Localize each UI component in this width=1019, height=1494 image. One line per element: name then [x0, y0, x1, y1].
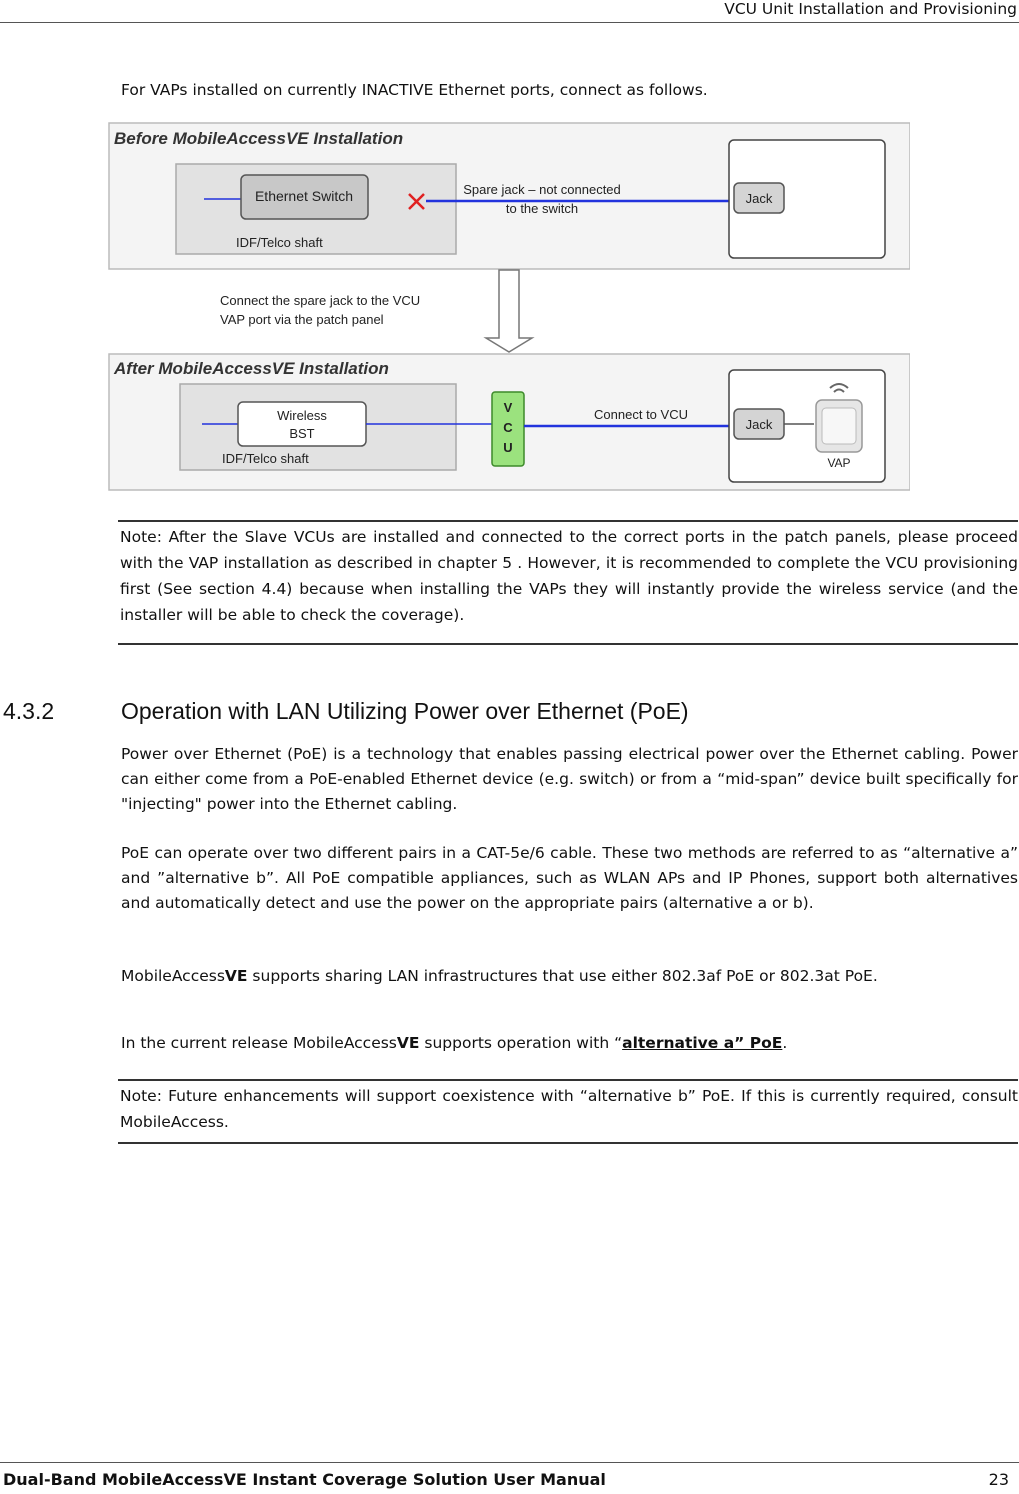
jack-label-before: Jack — [745, 191, 773, 206]
spare-jack-line2: to the switch — [505, 201, 579, 216]
idf-label-before: IDF/Telco shaft — [236, 235, 323, 250]
brand-name: MobileAccess — [121, 967, 225, 985]
page-header-title: VCU Unit Installation and Provisioning — [724, 0, 1017, 18]
paragraph-current-release — [121, 1031, 1018, 1056]
vcu-c: C — [503, 420, 513, 435]
footer-rule — [0, 1462, 1019, 1463]
ethernet-switch-label: Ethernet Switch — [254, 188, 354, 204]
page-number: 23 — [988, 1470, 1009, 1489]
vap-label: VAP — [827, 456, 851, 470]
connect-to-vcu-label: Connect to VCU — [594, 407, 688, 422]
paragraph-poe-intro: Power over Ethernet (PoE) is a technology that enables passing electrical power over the Ethernet cabling. Power can either come from a PoE-enabled Ethernet device (e.g. switch) or from a “mid-span” device built specifically for "injecting" power into the Ethernet cabling. — [121, 745, 1018, 813]
vcu-v: V — [503, 400, 513, 415]
release-brand-ve: VE — [396, 1034, 420, 1052]
connect-caption-line2: VAP port via the patch panel — [220, 312, 384, 327]
alternative-a-highlight: alternative a” PoE — [622, 1034, 783, 1052]
paragraph-lan-support — [121, 964, 1018, 989]
vcu-u: U — [503, 440, 513, 455]
release-prefix: In the current release MobileAccess — [121, 1034, 397, 1052]
before-title: Before MobileAccessVE Installation — [114, 129, 404, 148]
section-title: Operation with LAN Utilizing Power over Ethernet (PoE) — [121, 698, 689, 724]
note-future: Note: Future enhancements will support coexistence with “alternative b” PoE. If this is currently required, consult MobileAccess. — [118, 1079, 1018, 1144]
lan-support-text: supports sharing LAN infrastructures that use either 802.3af PoE or 802.3at PoE. — [247, 967, 878, 985]
idf-label-after: IDF/Telco shaft — [222, 451, 309, 466]
release-suffix: . — [782, 1034, 788, 1052]
paragraph-poe-pairs: PoE can operate over two different pairs in a CAT-5e/6 cable. These two methods are referred to as “alternative a” and ”alternative b”. All PoE compatible appliances, such as WLAN APs and IP Phones, support both alternatives and automatically detect and use the power on the appropriate pairs (alternative a or b). — [121, 844, 1018, 912]
wireless-label: Wireless — [277, 408, 327, 423]
down-arrow-icon — [486, 270, 532, 352]
release-mid: supports operation with “ — [419, 1034, 623, 1052]
after-title: After MobileAccessVE Installation — [114, 359, 389, 378]
header-rule — [0, 22, 1019, 23]
section-number: 4.3.2 — [3, 698, 55, 724]
bst-label: BST — [289, 426, 315, 441]
intro-text: For VAPs installed on currently INACTIVE Ethernet ports, connect as follows. — [121, 81, 708, 99]
spare-jack-line1: Spare jack – not connected — [463, 182, 621, 197]
installation-diagram — [108, 120, 910, 492]
footer-title: Dual-Band MobileAccessVE Instant Coverage Solution User Manual — [3, 1470, 606, 1489]
jack-label-after: Jack — [745, 417, 773, 432]
note-slave-vcu: Note: After the Slave VCUs are installed and connected to the correct ports in the patch panels, please proceed with the VAP installation as described in chapter 5 . However, it is recommended to complete the VCU provisioning first (See section 4.4) because when installing the VAPs they will instantly provide the wireless service (and the installer will be able to check the coverage). — [118, 520, 1018, 645]
brand-ve: VE — [224, 967, 248, 985]
connect-caption-line1: Connect the spare jack to the VCU — [220, 293, 421, 308]
